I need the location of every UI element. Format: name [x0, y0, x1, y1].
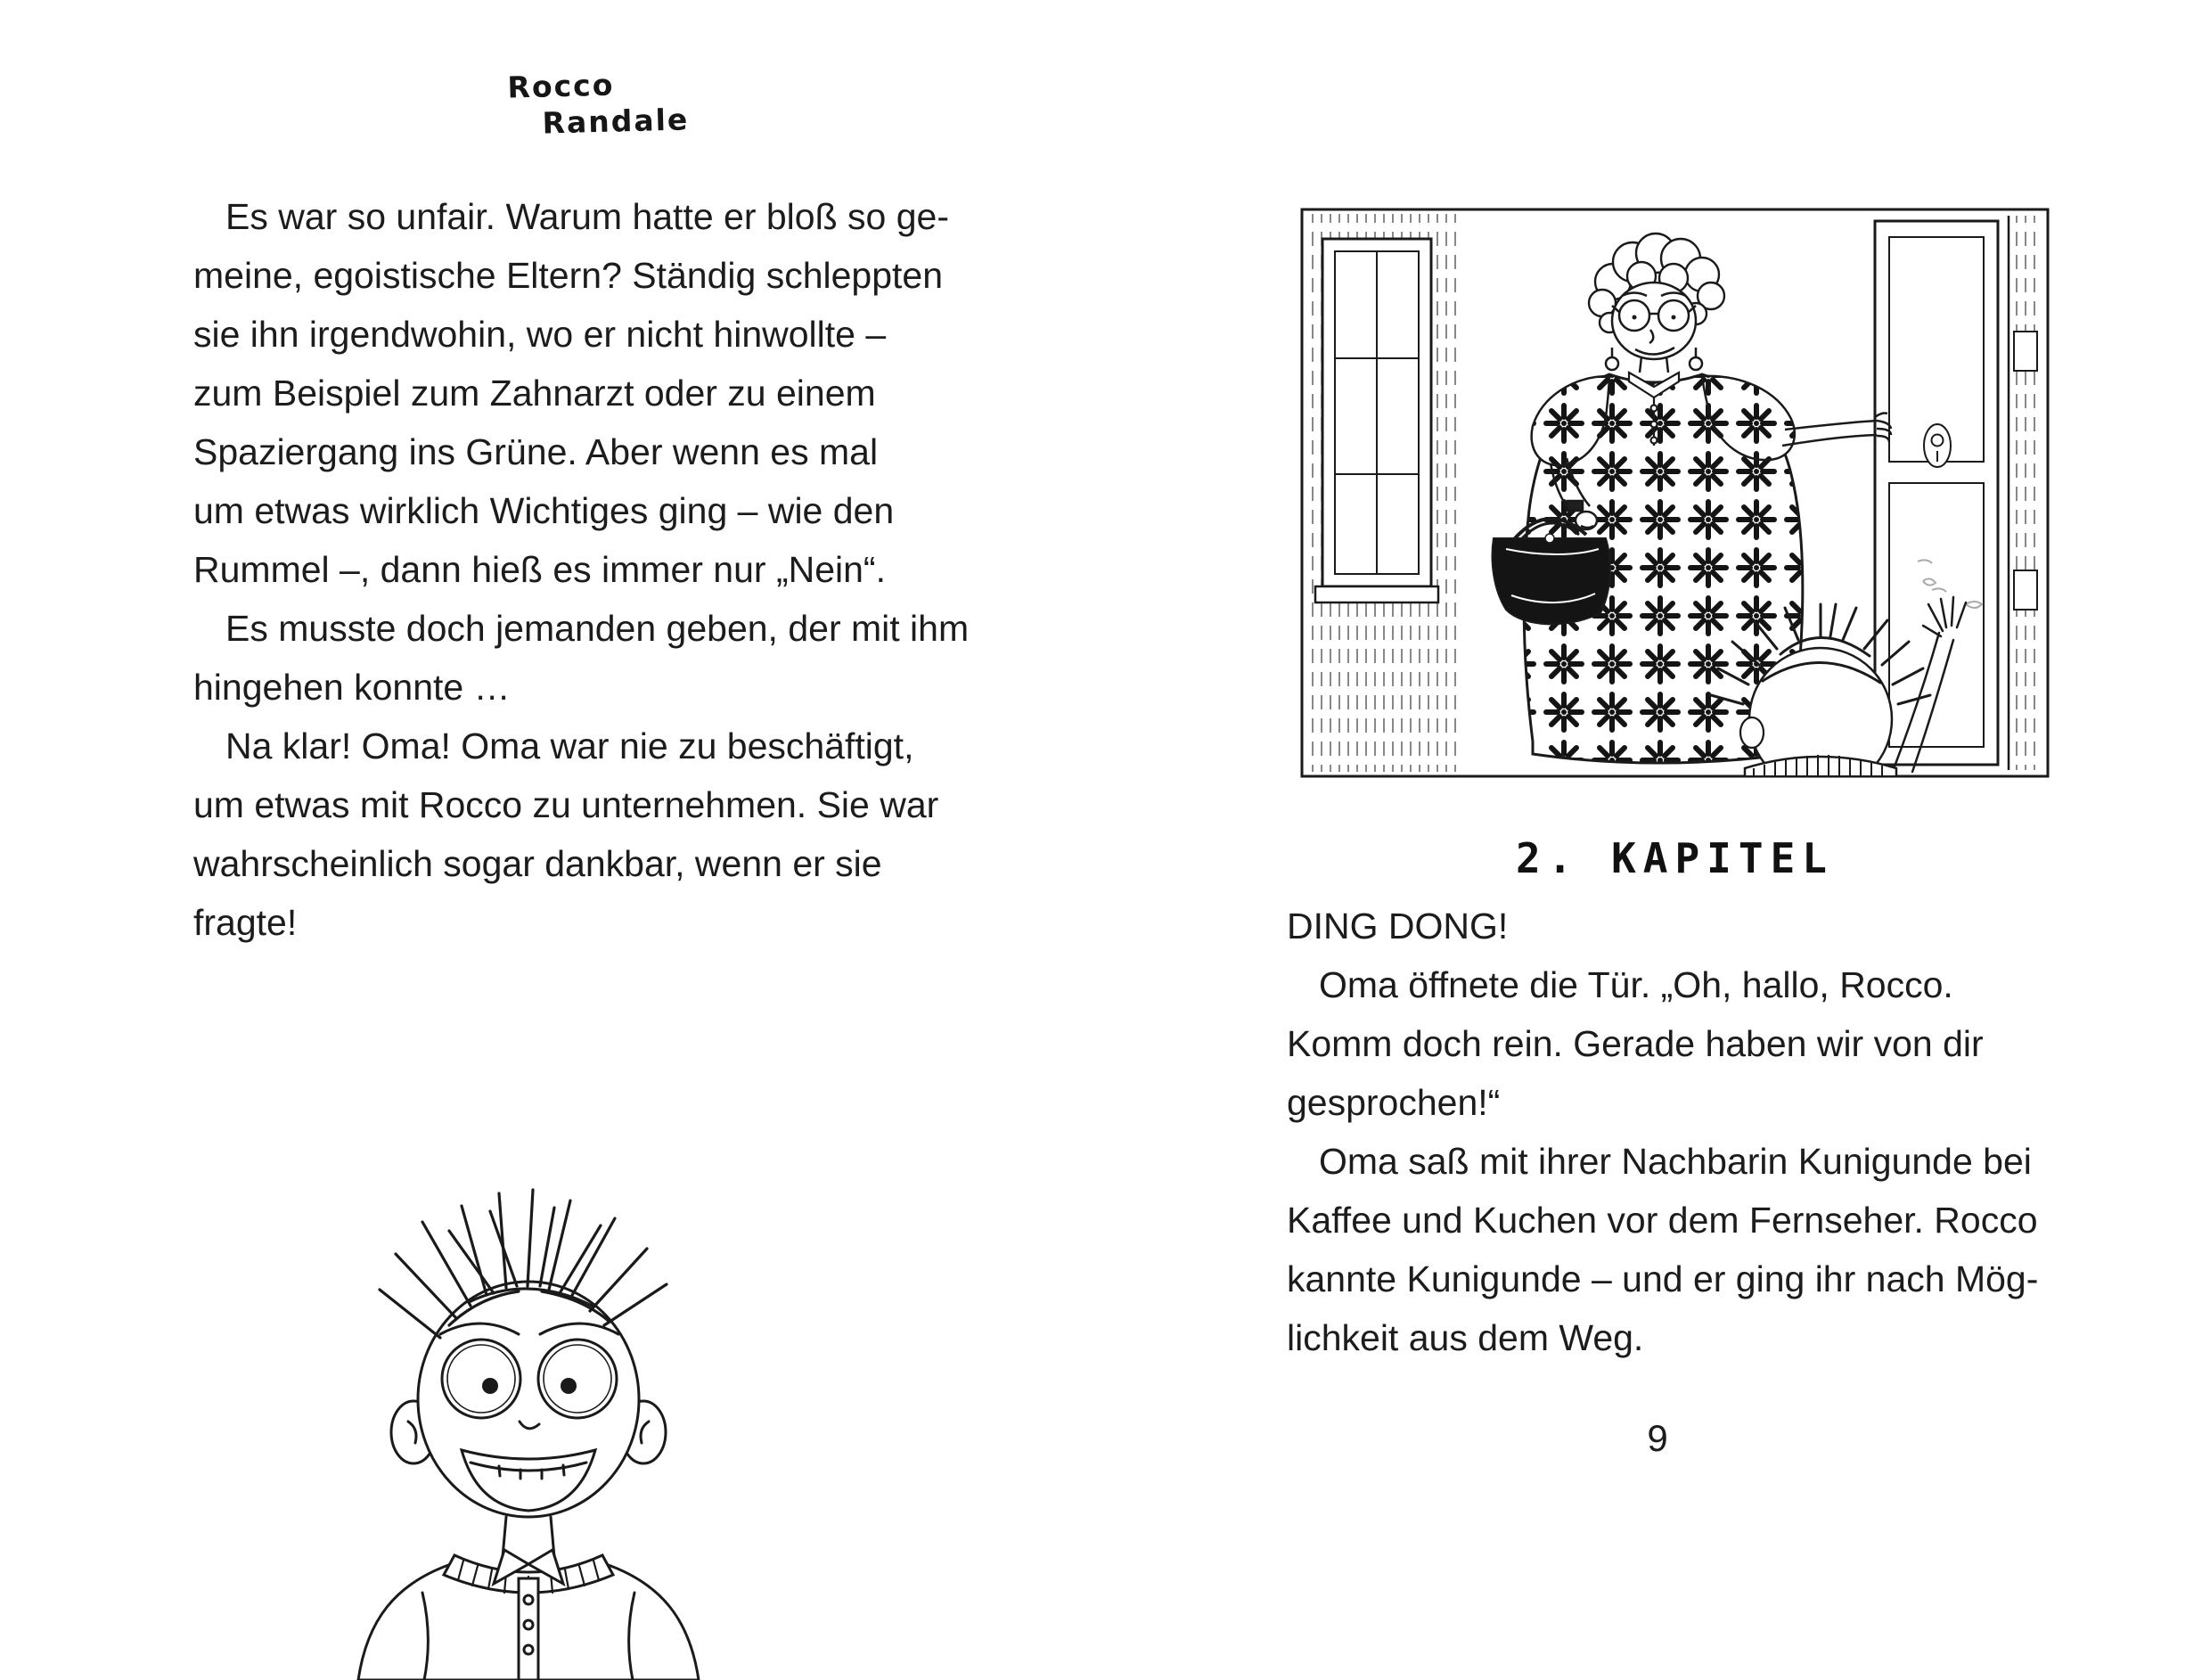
right-page-text [1287, 897, 2133, 1367]
text-line: Rummel –, dann hieß es immer nur „Nein“. [193, 549, 886, 590]
page-number: 9 [1647, 1417, 1668, 1459]
wristwatch [1567, 501, 1583, 511]
text-line: sie ihn irgendwohin, wo er nicht hinwollte – [193, 314, 887, 355]
rocco-portrait-illustration [337, 1181, 729, 1680]
left-page-text [193, 187, 1022, 952]
text-line: fragte! [193, 902, 298, 943]
text-line: wahrscheinlich sogar dankbar, wenn er sie [193, 843, 882, 884]
book-logo-line2: Randale [542, 102, 690, 141]
eye-right [538, 1340, 617, 1418]
window [1315, 239, 1438, 602]
text-line: Komm doch rein. Gerade haben wir von dir [1287, 1023, 1984, 1064]
book-logo [507, 65, 690, 141]
oma-door-illustration [1299, 207, 2050, 779]
door-jamb [2009, 216, 2041, 770]
text-line: kannte Kunigunde – und er ging ihr nach Mög- [1287, 1258, 2039, 1299]
rocco-portrait-svg [337, 1181, 729, 1680]
text-line: um etwas mit Rocco zu unternehmen. Sie war [193, 784, 939, 825]
text-line: Spaziergang ins Grüne. Aber wenn es mal [193, 431, 879, 472]
text-line: gesprochen!“ [1287, 1082, 1501, 1123]
eye-left [442, 1340, 520, 1418]
text-line: Kaffee und Kuchen vor dem Fernseher. Rocco [1287, 1200, 2038, 1241]
text-line: Na klar! Oma! Oma war nie zu beschäftigt, [225, 725, 914, 766]
oma-door-svg [1299, 207, 2050, 779]
rocco-ear [1740, 717, 1764, 748]
book-logo-line1: Rocco [506, 67, 615, 105]
text-line: DING DONG! [1287, 906, 1509, 947]
text-line: meine, egoistische Eltern? Ständig schleppten [193, 255, 944, 296]
text-line: Oma saß mit ihrer Nachbarin Kunigunde bei [1319, 1141, 2032, 1182]
text-line: um etwas wirklich Wichtiges ging – wie den [193, 490, 895, 531]
text-line: Es musste doch jemanden geben, der mit ihm [225, 608, 970, 649]
bag-clasp [1545, 534, 1554, 543]
text-line: Oma öffnete die Tür. „Oh, hallo, Rocco. [1319, 964, 1953, 1005]
text-line: lichkeit aus dem Weg. [1287, 1317, 1644, 1358]
text-line: Es war so unfair. Warum hatte er bloß so ge- [225, 196, 949, 237]
chapter-heading: 2. KAPITEL [1516, 834, 1834, 882]
text-line: hingehen konnte … [193, 667, 511, 708]
text-line: zum Beispiel zum Zahnarzt oder zu einem [193, 373, 876, 414]
